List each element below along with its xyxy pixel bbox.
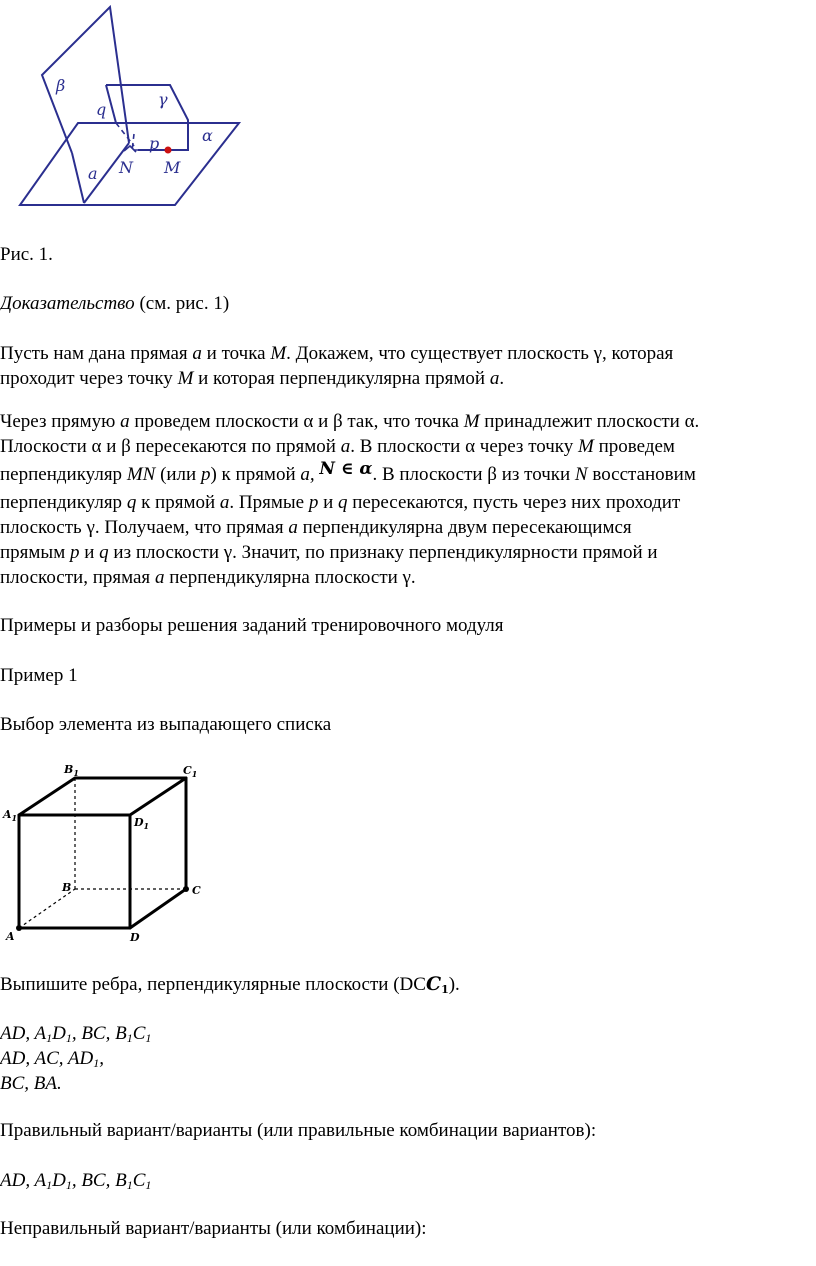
label-b1: $B_1$ [64, 763, 79, 778]
paragraph-2 [0, 410, 699, 591]
label-d: D [130, 931, 140, 944]
label-a: a [88, 164, 98, 183]
label-c1: $C_1$ [183, 764, 198, 779]
formula-n-in-alpha: N ∈ α [319, 459, 373, 479]
incorrect-label: Неправильный вариант/варианты (или комбинации): [0, 1218, 427, 1239]
paragraph-line: Через прямую a проведем плоскости α и β так, что точка M принадлежит плоскости α. [0, 411, 700, 432]
question-text: Выпишите ребра, перпендикулярные плоскости $(DCC_1)$. [0, 973, 460, 996]
label-gamma: γ [158, 90, 168, 109]
label-a1: $A_1$ [3, 808, 18, 823]
paragraph-line: Плоскости α и β пересекаются по прямой a. В плоскости α через точку M проведем [0, 436, 675, 457]
option-2[interactable]: AD, AC, $AD_1$, [0, 1048, 104, 1070]
figure-cube [0, 760, 215, 945]
paragraph-line: перпендикуляр q к прямой a. Прямые p и q пересекаются, пусть через них проходит [0, 492, 681, 513]
paragraph-line: плоскость γ. Получаем, что прямая a перпендикулярна двум пересекающимся [0, 517, 632, 538]
example-title: Пример 1 [0, 665, 78, 686]
plane-gamma [106, 85, 188, 150]
proof-heading [0, 292, 229, 316]
option-1[interactable]: AD, $A_1D_1$, BC, $B_1C_1$ [0, 1023, 152, 1045]
paragraph-line: перпендикуляр MN (или p) к прямой a, N ∈ α. В плоскости β из точки N восстановим [0, 459, 696, 485]
figure-planes [10, 5, 250, 210]
label-p: p [149, 134, 160, 153]
paragraph-line: проходит через точку M и которая перпендикулярна прямой a. [0, 368, 505, 389]
label-q: q [96, 100, 107, 119]
answer-options [0, 1022, 151, 1097]
point-m [165, 147, 172, 154]
correct-answer: AD, $A_1D_1$, BC, $B_1C_1$ [0, 1170, 152, 1192]
paragraph-1 [0, 342, 673, 392]
label-alpha: α [202, 126, 213, 145]
paragraph-line: плоскости, прямая a перпендикулярна плоскости γ. [0, 567, 416, 588]
proof-heading-rest: (см. рис. 1) [134, 293, 230, 314]
formula-c1: $C_1$ [425, 973, 449, 996]
label-c: C [192, 884, 201, 897]
cube-hidden-edges [19, 889, 75, 928]
proof-heading-italic: Доказательство [0, 293, 135, 314]
correct-label: Правильный вариант/варианты (или правильные комбинации вариантов): [0, 1120, 597, 1141]
label-m: M [164, 158, 181, 177]
section-title: Примеры и разборы решения заданий тренировочного модуля [0, 615, 504, 636]
label-a: A [6, 930, 15, 943]
label-b: B [62, 881, 72, 894]
option-3[interactable]: BC, BA. [0, 1073, 62, 1094]
task-type: Выбор элемента из выпадающего списка [0, 714, 332, 735]
cube-solid-edges [19, 815, 130, 928]
label-d1: $D_1$ [134, 816, 150, 831]
paragraph-line: прямым p и q из плоскости γ. Значит, по признаку перпендикулярности прямой и [0, 542, 658, 563]
figure-caption: Рис. 1. [0, 244, 53, 265]
label-beta: β [56, 76, 66, 95]
label-n: N [119, 158, 133, 177]
paragraph-line: Пусть нам дана прямая a и точка M. Докажем, что существует плоскость γ, которая [0, 343, 674, 364]
